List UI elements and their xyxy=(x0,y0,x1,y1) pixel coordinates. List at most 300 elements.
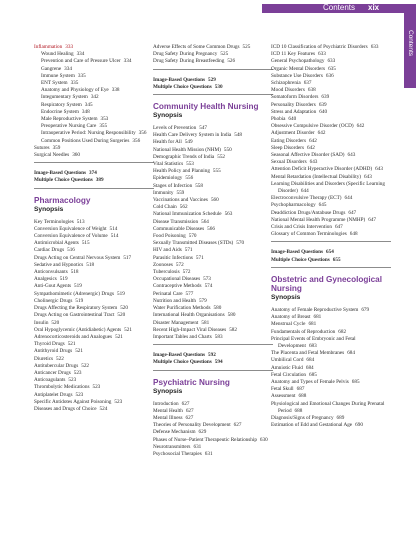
toc-entry[interactable] xyxy=(34,152,154,159)
section-title: Community Health Nursing xyxy=(153,102,259,112)
toc-entry[interactable] xyxy=(34,334,154,341)
toc-entry[interactable] xyxy=(153,283,273,290)
toc-entry-title: Seasonal Affective Disorder (SAD) xyxy=(271,152,345,159)
toc-entry-title: Key Terminologies xyxy=(34,218,74,225)
toc-entry[interactable] xyxy=(271,217,391,224)
toc-entry-page: 335 xyxy=(70,80,79,87)
toc-entry-title: Fundamentals of Reproduction xyxy=(271,328,336,335)
toc-entry-page: 519 xyxy=(75,297,84,304)
toc-entry[interactable] xyxy=(41,66,154,73)
toc-column-2 xyxy=(153,44,273,458)
toc-entry-title: Drugs Affecting the Respiratory System xyxy=(34,305,118,312)
section-subtitle: Synopsis xyxy=(153,387,183,395)
toc-entry-title: Immune System xyxy=(41,72,75,79)
toc-entry-page: 518 xyxy=(86,261,95,268)
toc-entry-title: Theories of Personality Development xyxy=(153,422,231,429)
toc-entry-title: Electroconvulsive Therapy (ECT) xyxy=(271,195,342,202)
toc-entry[interactable] xyxy=(271,329,391,336)
toc-entry-page: 645 xyxy=(318,202,327,209)
toc-entry[interactable] xyxy=(41,116,154,123)
toc-entry[interactable] xyxy=(34,377,154,384)
toc-entry[interactable] xyxy=(153,247,273,254)
toc-entry-title: General Psychopathology xyxy=(271,58,325,65)
toc-entry[interactable] xyxy=(34,262,154,269)
toc-entry-page: 679 xyxy=(361,306,370,313)
toc-entry[interactable] xyxy=(271,393,391,400)
toc-entry-page: 655 xyxy=(332,256,341,263)
toc-entry-title: Prevention and Care of Pressure Ulcer xyxy=(41,58,121,65)
toc-entry[interactable] xyxy=(153,291,273,298)
toc-entry-page: 360 xyxy=(72,152,80,159)
section-divider xyxy=(271,267,391,268)
toc-entry-title: Respiratory System xyxy=(41,101,82,108)
toc-entry-title: Phases of Nurse–Patient Therapeutic Relationship xyxy=(153,436,257,443)
toc-entry-page: 644 xyxy=(344,195,353,202)
toc-entry-page: 513 xyxy=(76,218,85,225)
toc-entry-title: Diuretics xyxy=(34,355,54,362)
toc-entry-title: Sympathomimetic (Adrenergic) Drugs xyxy=(34,290,115,297)
toc-entry-page: 629 xyxy=(198,429,207,436)
toc-entry-title: Glossary of Common Terminologies xyxy=(271,231,347,238)
toc-entry-page: 570 xyxy=(188,233,197,240)
section-title: Pharmacology xyxy=(34,195,91,205)
toc-entry-page: 579 xyxy=(198,297,207,304)
toc-entry-page: 559 xyxy=(176,189,185,196)
toc-entry-title: National Health Mission (NHM) xyxy=(153,146,221,153)
toc-entry-title: Endocrine System xyxy=(41,108,79,115)
toc-entry-title: Principal Events of Embryonic and Fetal Development xyxy=(271,335,356,349)
section-divider xyxy=(34,162,154,163)
toc-entry-page: 640 xyxy=(319,108,328,115)
toc-entry[interactable] xyxy=(271,365,391,372)
toc-entry[interactable] xyxy=(271,66,391,73)
toc-entry-title: Thrombolytic Medications xyxy=(34,384,90,391)
toc-entry[interactable] xyxy=(153,429,273,436)
toc-entry-title: Eating Disorders xyxy=(271,137,307,144)
toc-entry-title: Adrenocorticosteroids and Analogues xyxy=(34,333,113,340)
toc-entry-page: 643 xyxy=(309,159,318,166)
toc-entry[interactable] xyxy=(153,226,273,233)
toc-entry-title: Oral Hypoglycemic (Antidiabetic) Agents xyxy=(34,326,122,333)
toc-entry-title: Menstrual Cycle xyxy=(271,321,306,328)
toc-entry-title: Male Reproductive System xyxy=(41,116,98,123)
toc-entry-page: 688 xyxy=(298,393,307,400)
toc-entry-title: Wound Healing xyxy=(41,51,74,58)
toc-entry-page: 517 xyxy=(123,254,132,261)
toc-entry[interactable] xyxy=(271,138,391,145)
toc-entry-title: Drug Safety During Pregnancy xyxy=(153,51,218,58)
toc-entry-page: 553 xyxy=(186,161,194,168)
toc-entry-title: Food Poisoning xyxy=(153,233,186,240)
toc-entry-title: Diseases and Drugs of Choice xyxy=(34,405,97,412)
toc-entry-title: Obsessive Compulsive Disorder (OCD) xyxy=(271,123,354,130)
toc-entry[interactable] xyxy=(41,73,154,80)
toc-entry-title: Stress and Adaptation xyxy=(271,108,317,115)
toc-entry[interactable] xyxy=(34,177,154,184)
toc-entry-page: 689 xyxy=(336,414,345,421)
section-divider xyxy=(153,370,273,371)
toc-entry[interactable] xyxy=(153,204,273,211)
section-divider xyxy=(153,69,273,70)
toc-entry-title: Stages of Infection xyxy=(153,182,193,189)
toc-entry[interactable] xyxy=(153,305,273,312)
toc-entry[interactable] xyxy=(271,109,391,116)
toc-entry-title: Adjustment Disorder xyxy=(271,130,315,137)
toc-entry[interactable] xyxy=(271,94,391,101)
toc-entry[interactable] xyxy=(34,226,154,233)
toc-entry[interactable] xyxy=(34,276,154,283)
toc-entry-title: Organic Mental Disorders xyxy=(271,65,326,72)
toc-entry[interactable] xyxy=(34,320,154,327)
toc-entry-title: Sexually Transmitted Diseases (STDs) xyxy=(153,240,234,247)
section-subtitle: Synopsis xyxy=(34,205,64,213)
toc-entry[interactable] xyxy=(153,175,273,182)
toc-entry[interactable] xyxy=(271,249,391,256)
toc-entry-page: 514 xyxy=(109,225,118,232)
toc-entry-page: 519 xyxy=(74,283,82,290)
toc-entry-title: Intraoperative Period: Nursing Responsibility xyxy=(41,130,136,137)
toc-entry[interactable] xyxy=(34,240,154,247)
toc-entry[interactable] xyxy=(34,399,154,406)
side-tab-label: Contents xyxy=(407,30,414,57)
toc-entry[interactable] xyxy=(153,255,273,262)
toc-entry-page: 643 xyxy=(375,166,383,173)
toc-entry-page: 627 xyxy=(181,400,190,407)
toc-entry-title: Sedative and Hypnotics xyxy=(34,261,84,268)
toc-entry-page: 582 xyxy=(229,326,237,333)
toc-entry[interactable] xyxy=(271,314,391,321)
toc-entry-page: 564 xyxy=(201,218,209,225)
toc-entry[interactable] xyxy=(271,51,391,58)
toc-entry-page: 333 xyxy=(65,44,74,50)
toc-entry[interactable] xyxy=(153,327,273,334)
toc-entry[interactable] xyxy=(34,291,154,298)
toc-entry[interactable] xyxy=(271,174,391,181)
toc-entry-title: Psychopharmacology xyxy=(271,202,316,209)
toc-entry[interactable] xyxy=(153,352,273,359)
toc-entry[interactable] xyxy=(153,139,273,146)
toc-entry[interactable] xyxy=(34,298,154,305)
toc-entry[interactable] xyxy=(153,320,273,327)
toc-entry-page: 521 xyxy=(124,326,132,333)
page-number: xix xyxy=(368,3,380,12)
toc-entry[interactable] xyxy=(153,168,273,175)
toc-entry[interactable] xyxy=(34,44,154,51)
toc-entry-title: Perinatal Care xyxy=(153,290,183,297)
toc-entry-page: 639 xyxy=(318,101,327,108)
toc-entry[interactable] xyxy=(153,147,273,154)
toc-entry-title: Cold Chain xyxy=(153,204,177,211)
toc-entry-page: 558 xyxy=(195,182,203,189)
section-title: Psychiatric Nursing xyxy=(153,377,230,387)
toc-entry-page: 518 xyxy=(70,269,79,276)
toc-entry-page: 514 xyxy=(110,233,119,240)
toc-entry[interactable] xyxy=(271,195,391,202)
toc-entry-title: ICD 10 Classification of Psychiatric Disorders xyxy=(271,44,368,50)
toc-entry[interactable] xyxy=(34,269,154,276)
toc-entry-page: 521 xyxy=(75,348,83,355)
toc-entry[interactable] xyxy=(34,384,154,391)
section-divider xyxy=(271,241,391,242)
toc-entry-page: 556 xyxy=(185,175,194,182)
toc-entry-title: International Health Organisations xyxy=(153,312,225,319)
toc-entry-title: Antimicrobial Agents xyxy=(34,240,79,247)
toc-entry-page: 519 xyxy=(59,276,68,283)
toc-entry[interactable] xyxy=(271,386,391,393)
toc-entry-title: Communicable Diseases xyxy=(153,225,205,232)
toc-entry-title: Drugs Acting on Central Nervous System xyxy=(34,254,121,261)
toc-entry[interactable] xyxy=(271,357,391,364)
toc-entry-title: HIV and Aids xyxy=(153,247,182,254)
toc-entry[interactable] xyxy=(153,312,273,319)
toc-entry-page: 523 xyxy=(114,398,123,405)
toc-entry-page: 647 xyxy=(368,216,376,223)
toc-entry[interactable] xyxy=(271,73,391,80)
toc-entry[interactable] xyxy=(153,451,273,458)
toc-entry[interactable] xyxy=(271,307,391,314)
toc-entry-title: Diagnosis/Signs of Pregnancy xyxy=(271,414,334,421)
toc-entry-title: Substance Use Disorders xyxy=(271,72,323,79)
toc-entry[interactable] xyxy=(271,130,391,137)
toc-entry-page: 334 xyxy=(123,58,132,65)
toc-entry[interactable] xyxy=(41,109,154,116)
toc-entry[interactable] xyxy=(34,392,154,399)
section-divider xyxy=(153,94,273,95)
toc-entry-title: Multiple Choice Questions xyxy=(153,359,212,366)
toc-entry-page: 647 xyxy=(334,224,343,231)
toc-entry[interactable] xyxy=(153,334,273,341)
toc-entry-page: 572 xyxy=(175,261,184,268)
toc-entry[interactable] xyxy=(34,363,154,370)
toc-entry-page: 633 xyxy=(370,44,379,50)
toc-entry[interactable] xyxy=(34,327,154,334)
toc-entry-title: Thyroid Drugs xyxy=(34,341,65,348)
toc-entry[interactable] xyxy=(271,152,391,159)
toc-entry-page: 636 xyxy=(325,72,334,79)
toc-entry[interactable] xyxy=(34,219,154,226)
toc-entry-page: 577 xyxy=(185,290,194,297)
toc-entry[interactable] xyxy=(153,125,273,132)
toc-entry-page: 654 xyxy=(326,249,334,256)
toc-entry[interactable] xyxy=(34,406,154,413)
toc-entry-page: 342 xyxy=(90,94,99,101)
toc-entry[interactable] xyxy=(153,276,273,283)
running-header-title: Contents xyxy=(323,3,356,12)
toc-entry-title: Recent High-Impact Viral Diseases xyxy=(153,326,227,333)
toc-entry-page: 522 xyxy=(56,355,64,362)
toc-entry[interactable] xyxy=(271,202,391,209)
toc-entry[interactable] xyxy=(153,197,273,204)
toc-entry[interactable] xyxy=(271,422,391,429)
toc-entry-title: Analgesics xyxy=(34,276,57,283)
toc-entry[interactable] xyxy=(153,408,273,415)
toc-entry-page: 355 xyxy=(99,123,108,130)
toc-entry[interactable] xyxy=(271,44,391,51)
toc-column-1 xyxy=(34,44,154,413)
toc-entry-title: Image-Based Questions xyxy=(34,170,87,177)
toc-entry[interactable] xyxy=(153,444,273,451)
toc-entry-page: 348 xyxy=(81,108,90,115)
toc-entry[interactable] xyxy=(34,255,154,262)
toc-entry-title: Integumentary System xyxy=(41,94,88,101)
toc-entry[interactable] xyxy=(153,161,273,168)
toc-entry[interactable] xyxy=(153,84,273,91)
toc-entry-page: 633 xyxy=(327,58,336,65)
toc-entry[interactable] xyxy=(41,87,154,94)
toc-entry-title: Disaster Management xyxy=(153,319,199,326)
toc-entry-title: ICD 11 Key Features xyxy=(271,51,316,58)
toc-entry[interactable] xyxy=(153,240,273,247)
toc-entry[interactable] xyxy=(153,154,273,161)
toc-entry-title: Gangrene xyxy=(41,65,62,72)
toc-entry-title: Vital Statistics xyxy=(153,161,184,168)
toc-entry[interactable] xyxy=(34,356,154,363)
toc-entry[interactable] xyxy=(153,269,273,276)
toc-entry-title: Multiple Choice Questions xyxy=(153,83,212,90)
toc-entry[interactable] xyxy=(271,336,391,350)
toc-entry[interactable] xyxy=(153,183,273,190)
toc-entry[interactable] xyxy=(153,219,273,226)
toc-entry-page: 566 xyxy=(207,225,215,232)
toc-entry[interactable] xyxy=(41,94,154,101)
toc-entry-title: Sleep Disorders xyxy=(271,144,304,151)
toc-entry-page: 359 xyxy=(52,144,61,151)
toc-entry[interactable] xyxy=(271,58,391,65)
toc-entry[interactable] xyxy=(34,370,154,377)
toc-entry-page: 639 xyxy=(321,94,330,101)
toc-entry-title: Conversion Equivalence of Weight xyxy=(34,225,107,232)
toc-entry-page: 687 xyxy=(296,386,305,393)
toc-entry-page: 633 xyxy=(318,51,326,58)
toc-entry[interactable] xyxy=(34,247,154,254)
toc-entry[interactable] xyxy=(271,102,391,109)
toc-entry-title: Anticoagulants xyxy=(34,377,66,384)
toc-entry-title: Image-Based Questions xyxy=(271,249,324,256)
section-title: Obstetric and Gynecological Nursing xyxy=(271,274,383,293)
toc-entry[interactable] xyxy=(271,372,391,379)
toc-entry-page: 525 xyxy=(220,51,229,58)
toc-entry-page: 356 xyxy=(132,137,141,144)
toc-entry[interactable] xyxy=(153,262,273,269)
toc-entry[interactable] xyxy=(271,210,391,217)
toc-entry-page: 635 xyxy=(328,65,336,72)
toc-entry-page: 334 xyxy=(64,65,72,72)
toc-entry-page: 520 xyxy=(51,319,60,326)
toc-entry-page: 389 xyxy=(95,177,104,184)
toc-entry[interactable] xyxy=(153,58,273,65)
toc-entry[interactable] xyxy=(41,102,154,109)
toc-entry-page: 688 xyxy=(294,407,303,414)
toc-entry-title: Conversion Equivalence of Volume xyxy=(34,233,108,240)
toc-entry-title: Assessment xyxy=(271,393,296,400)
toc-entry-page: 515 xyxy=(81,240,90,247)
toc-entry-title: Attention Deficit Hyperactive Disorder (ADHD) xyxy=(271,166,373,173)
toc-entry-page: 640 xyxy=(288,116,297,123)
toc-entry-title: Anatomy of Breast xyxy=(271,314,311,321)
toc-entry[interactable] xyxy=(34,170,154,177)
toc-entry-page: 592 xyxy=(208,352,216,359)
toc-entry-page: 530 xyxy=(214,83,223,90)
toc-entry[interactable] xyxy=(271,231,391,238)
toc-entry[interactable] xyxy=(34,233,154,240)
toc-entry-page: 562 xyxy=(179,204,188,211)
toc-entry-page: 345 xyxy=(84,101,93,108)
toc-entry-title: Demographic Trends of India xyxy=(153,153,215,160)
toc-entry-title: Neurotransmitters xyxy=(153,443,191,450)
toc-entry[interactable] xyxy=(34,145,154,152)
toc-entry-title: Multiple Choice Questions xyxy=(271,256,330,263)
toc-entry[interactable] xyxy=(41,130,154,137)
toc-entry-page: 684 xyxy=(347,350,355,357)
toc-entry-title: Crisis and Crisis Intervention xyxy=(271,224,332,231)
toc-entry[interactable] xyxy=(41,123,154,130)
toc-entry-title: Anticonvulsants xyxy=(34,269,68,276)
toc-entry-page: 519 xyxy=(117,290,125,297)
toc-entry-page: 571 xyxy=(184,247,193,254)
toc-entry-page: 523 xyxy=(92,384,101,391)
toc-entry-page: 524 xyxy=(99,405,108,412)
toc-entry[interactable] xyxy=(41,138,154,145)
toc-entry[interactable] xyxy=(41,58,154,65)
toc-entry[interactable] xyxy=(153,211,273,218)
toc-entry-page: 580 xyxy=(227,312,236,319)
toc-entry[interactable] xyxy=(271,379,391,386)
toc-entry[interactable] xyxy=(271,401,391,415)
toc-entry-title: Mood Disorders xyxy=(271,87,305,94)
toc-entry[interactable] xyxy=(271,123,391,130)
toc-entry[interactable] xyxy=(153,401,273,408)
toc-entry-page: 521 xyxy=(115,333,123,340)
toc-entry[interactable] xyxy=(271,80,391,87)
toc-entry[interactable] xyxy=(34,348,154,355)
toc-entry[interactable] xyxy=(153,359,273,366)
toc-entry[interactable] xyxy=(271,181,391,195)
toc-entry[interactable] xyxy=(153,190,273,197)
toc-entry[interactable] xyxy=(271,321,391,328)
toc-entry-page: 526 xyxy=(227,58,236,65)
toc-entry-title: Antiplatelet Drugs xyxy=(34,391,73,398)
toc-entry-title: Occupational Diseases xyxy=(153,276,201,283)
toc-entry-title: Epidemiology xyxy=(153,175,183,182)
toc-entry-title: Surgical Needles xyxy=(34,152,70,159)
toc-entry-title: National Mental Health Programme (NMHP) xyxy=(271,216,366,223)
toc-entry[interactable] xyxy=(34,283,154,290)
toc-entry[interactable] xyxy=(153,298,273,305)
toc-entry[interactable] xyxy=(34,312,154,319)
toc-entry[interactable] xyxy=(271,166,391,173)
toc-entry-page: 685 xyxy=(351,378,360,385)
toc-entry[interactable] xyxy=(271,350,391,357)
toc-entry-page: 570 xyxy=(236,240,245,247)
toc-entry-title: Levels of Prevention xyxy=(153,125,197,132)
toc-entry-page: 571 xyxy=(195,254,204,261)
toc-entry-title: Health Policy and Planning xyxy=(153,168,210,175)
toc-entry[interactable] xyxy=(271,257,391,264)
toc-entry-title: Image-Based Questions xyxy=(153,76,206,83)
toc-entry-page: 520 xyxy=(120,305,128,312)
toc-entry-page: 356 xyxy=(138,130,147,137)
toc-entry[interactable] xyxy=(153,437,273,444)
toc-entry-page: 547 xyxy=(199,125,207,132)
toc-entry-title: Phobia xyxy=(271,116,286,123)
toc-entry[interactable] xyxy=(34,305,154,312)
toc-entry-title: Antitubercular Drugs xyxy=(34,362,79,369)
toc-entry-page: 555 xyxy=(212,168,221,175)
toc-entry[interactable] xyxy=(153,77,273,84)
toc-entry-title: Image-Based Questions xyxy=(153,352,206,359)
toc-entry[interactable] xyxy=(271,145,391,152)
toc-entry[interactable] xyxy=(34,341,154,348)
